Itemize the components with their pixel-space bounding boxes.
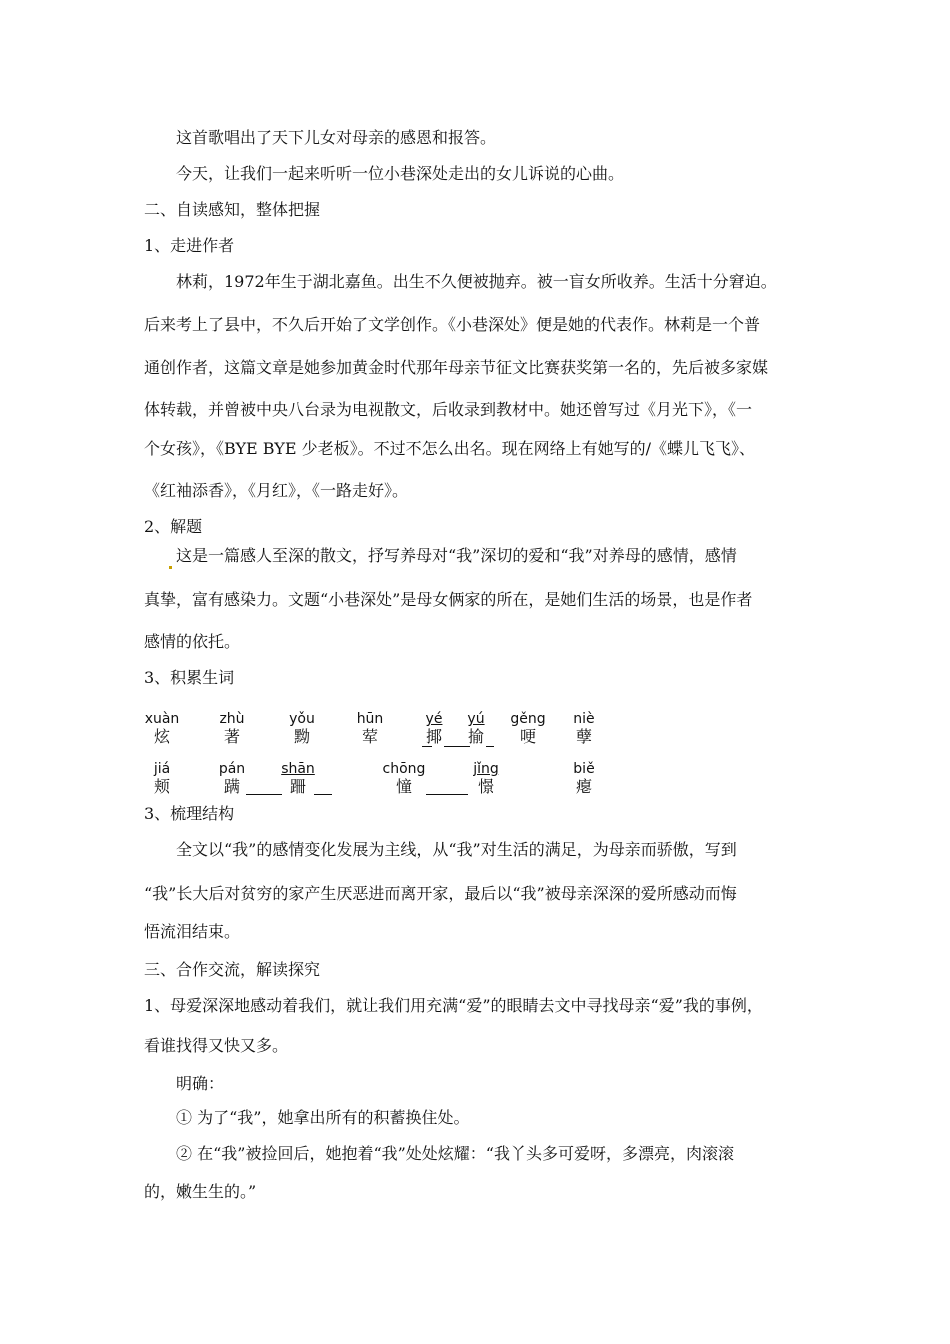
blank-line: [486, 746, 494, 747]
vocab-item: biě 瘪: [573, 761, 595, 796]
vocab-item: yǒu 黝: [289, 711, 315, 746]
vocab-item: pán 蹒: [218, 761, 246, 796]
answer-item-continuation: 的，嫩生生的。”: [144, 1182, 257, 1201]
vocab-row-2: [144, 760, 704, 800]
blank-line: [246, 794, 282, 795]
title-paragraph-line: 这是一篇感人至深的散文，抒写养母对“我”深切的爱和“我”对养母的感情，感情: [176, 546, 737, 565]
section-heading-2: 二、自读感知，整体把握: [144, 200, 321, 219]
answer-label: 明确：: [176, 1074, 225, 1093]
author-paragraph-line: 体转载，并曾被中央八台录为电视散文，后收录到教材中。她还曾写过《月光下》，《一: [144, 400, 753, 419]
question-line: 看谁找得又快又多。: [144, 1036, 289, 1055]
subheading-vocab: 3、积累生词: [144, 668, 235, 687]
subheading-structure: 3、梳理结构: [144, 804, 235, 823]
answer-item: ② 在“我”被捡回后，她抱着“我”处处炫耀：“我丫头多可爱呀，多漂亮，肉滚滚: [176, 1144, 734, 1163]
subheading-title: 2、解题: [144, 517, 203, 536]
structure-paragraph-line: “我”长大后对贫穷的家产生厌恶进而离开家，最后以“我”被母亲深深的爱所感动而悔: [144, 884, 737, 903]
vocab-item: zhù 著: [219, 711, 245, 746]
structure-paragraph-line: 悟流泪结束。: [144, 922, 241, 941]
author-paragraph-line: 后来考上了县中，不久后开始了文学创作。《小巷深处》便是她的代表作。林莉是一个普: [144, 315, 761, 334]
answer-item: ① 为了“我”，她拿出所有的积蓄换住处。: [176, 1108, 470, 1127]
intro-line-2: 今天，让我们一起来听听一位小巷深处走出的女儿诉说的心曲。: [176, 164, 625, 183]
section-heading-3: 三、合作交流，解读探究: [144, 960, 321, 979]
question-line: 1、母爱深深地感动着我们，就让我们用充满“爱”的眼睛去文中寻找母亲“爱”我的事例，: [144, 996, 763, 1015]
blank-line: [426, 794, 468, 795]
vocab-item: jiá 颊: [153, 761, 171, 796]
author-paragraph-line: 个女孩》，《BYE BYE 少老板》。不过不怎么出名。现在网络上有她写的/《蝶儿飞飞》、: [144, 439, 756, 458]
blank-line: [444, 746, 470, 747]
vocab-row-1: [144, 710, 704, 750]
subheading-author: 1、走进作者: [144, 236, 235, 255]
vocab-item: hūn 荤: [356, 711, 384, 746]
vocab-item: niè 孽: [573, 711, 595, 746]
vocab-item: yé 揶: [425, 711, 443, 746]
stray-mark: [169, 566, 172, 569]
author-paragraph-line: 林莉，1972年生于湖北嘉鱼。出生不久便被抛弃。被一盲女所收养。生活十分窘迫。: [176, 272, 777, 291]
title-paragraph-line: 真挚，富有感染力。文题“小巷深处”是母女俩家的所在，是她们生活的场景，也是作者: [144, 590, 753, 609]
blank-line: [422, 746, 432, 747]
author-paragraph-line: 《红袖添香》，《月红》，《一路走好》。: [144, 481, 409, 500]
intro-line-1: 这首歌唱出了天下儿女对母亲的感恩和报答。: [176, 128, 497, 147]
vocab-item: shān 跚: [281, 761, 315, 796]
title-paragraph-line: 感情的依托。: [144, 632, 241, 651]
vocab-item: gěng 哽: [510, 711, 546, 746]
author-paragraph-line: 通创作者，这篇文章是她参加黄金时代那年母亲节征文比赛获奖第一名的，先后被多家媒: [144, 358, 769, 377]
blank-line: [314, 794, 332, 795]
vocab-item: chōng 憧: [382, 761, 426, 796]
vocab-item: jǐng 憬: [473, 761, 499, 796]
vocab-item: xuàn 炫: [144, 711, 180, 746]
structure-paragraph-line: 全文以“我”的感情变化发展为主线，从“我”对生活的满足，为母亲而骄傲，写到: [176, 840, 737, 859]
vocab-item: yú 揄: [467, 711, 485, 746]
